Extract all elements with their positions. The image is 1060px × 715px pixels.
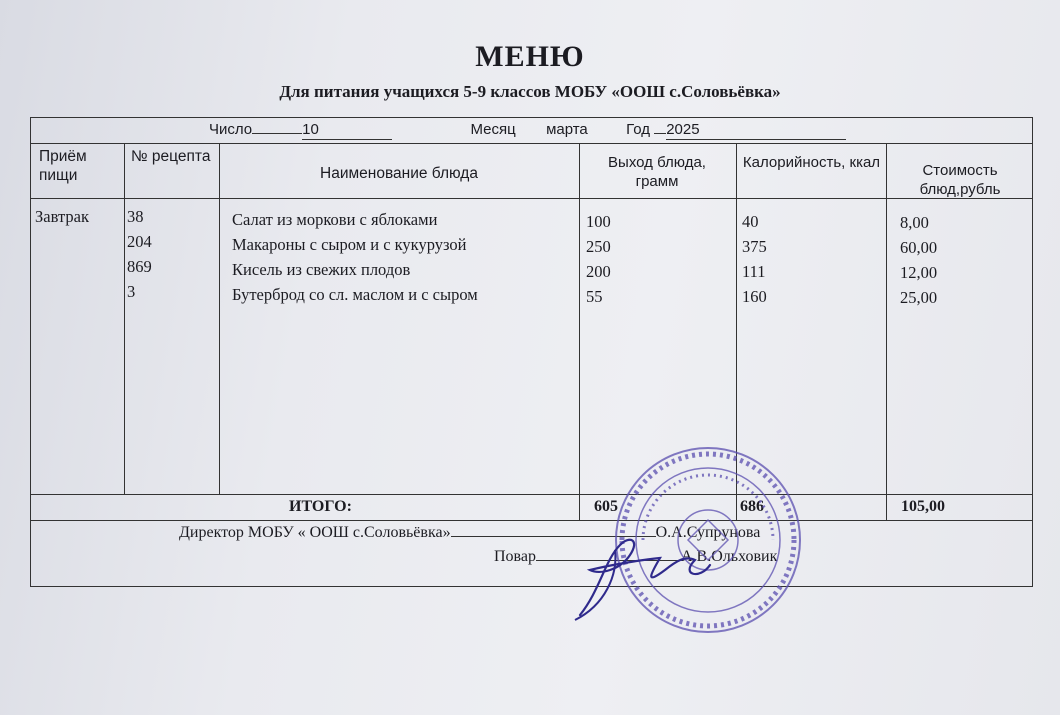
dish-cell: Макароны с сыром и с кукурузой <box>232 235 467 254</box>
calories-cell: 111 <box>742 262 766 281</box>
calories-cell: 375 <box>742 237 767 256</box>
year-value: 2025 <box>666 121 846 140</box>
recipe-cell: 204 <box>127 232 152 251</box>
director-label: Директор МОБУ « ООШ с.Соловьёвка» <box>179 524 451 541</box>
year-label: Год <box>626 121 651 138</box>
header-yield: Выход блюда, грамм <box>608 154 706 190</box>
month-value: марта <box>546 121 588 138</box>
header-cost: Стоимость блюд,рубль <box>919 162 1001 198</box>
dish-cell: Кисель из свежих плодов <box>232 260 411 279</box>
divider <box>31 143 1032 144</box>
divider <box>31 494 1032 495</box>
cook-name: А.В.Ольховик <box>681 548 778 565</box>
day-label: Число <box>209 121 253 138</box>
month-label: Месяц <box>470 121 516 138</box>
recipe-cell: 38 <box>127 207 144 226</box>
dish-column <box>232 207 478 307</box>
divider <box>31 198 1032 199</box>
yield-cell: 55 <box>586 287 603 306</box>
totals-yield: 605 <box>594 498 618 515</box>
calories-cell: 40 <box>742 212 759 231</box>
recipe-cell: 869 <box>127 257 152 276</box>
yield-cell: 100 <box>586 212 611 231</box>
director-name: О.А.Супрунова <box>655 524 761 541</box>
header-dish: Наименование блюда <box>320 165 478 182</box>
cost-cell: 60,00 <box>900 238 938 257</box>
yield-cell: 200 <box>586 262 611 281</box>
meal-cell: Завтрак <box>35 207 89 226</box>
divider <box>579 143 580 520</box>
dish-cell: Салат из моркови с яблоками <box>232 210 438 229</box>
signature-stroke <box>580 540 710 615</box>
dish-cell: Бутерброд со сл. маслом и с сыром <box>232 285 478 304</box>
totals-label: ИТОГО: <box>289 498 352 515</box>
calories-column <box>742 209 767 309</box>
header-meal: Приём пищи <box>39 148 87 185</box>
header-calories: Калорийность, ккал <box>742 154 881 171</box>
header-recipe: № рецепта <box>131 148 211 165</box>
divider <box>31 520 1032 521</box>
totals-cost: 105,00 <box>901 498 945 515</box>
calories-cell: 160 <box>742 287 767 306</box>
page-title: МЕНЮ <box>475 40 585 73</box>
divider <box>886 143 887 520</box>
cost-cell: 8,00 <box>900 213 929 232</box>
cost-column <box>900 210 937 310</box>
totals-calories: 686 <box>740 498 764 515</box>
yield-column <box>586 209 611 309</box>
handwritten-signature <box>560 520 740 630</box>
recipe-cell: 3 <box>127 282 136 301</box>
divider <box>124 143 125 494</box>
day-value: 10 <box>302 121 392 140</box>
divider <box>219 143 220 494</box>
cook-label: Повар <box>494 548 536 565</box>
page-subtitle: Для питания учащихся 5-9 классов МОБУ «ООШ с.Соловьёвка» <box>279 82 781 101</box>
cost-cell: 25,00 <box>900 288 938 307</box>
cost-cell: 12,00 <box>900 263 938 282</box>
date-row <box>209 121 846 140</box>
menu-table <box>30 117 1033 587</box>
yield-cell: 250 <box>586 237 611 256</box>
recipe-column <box>127 204 152 304</box>
